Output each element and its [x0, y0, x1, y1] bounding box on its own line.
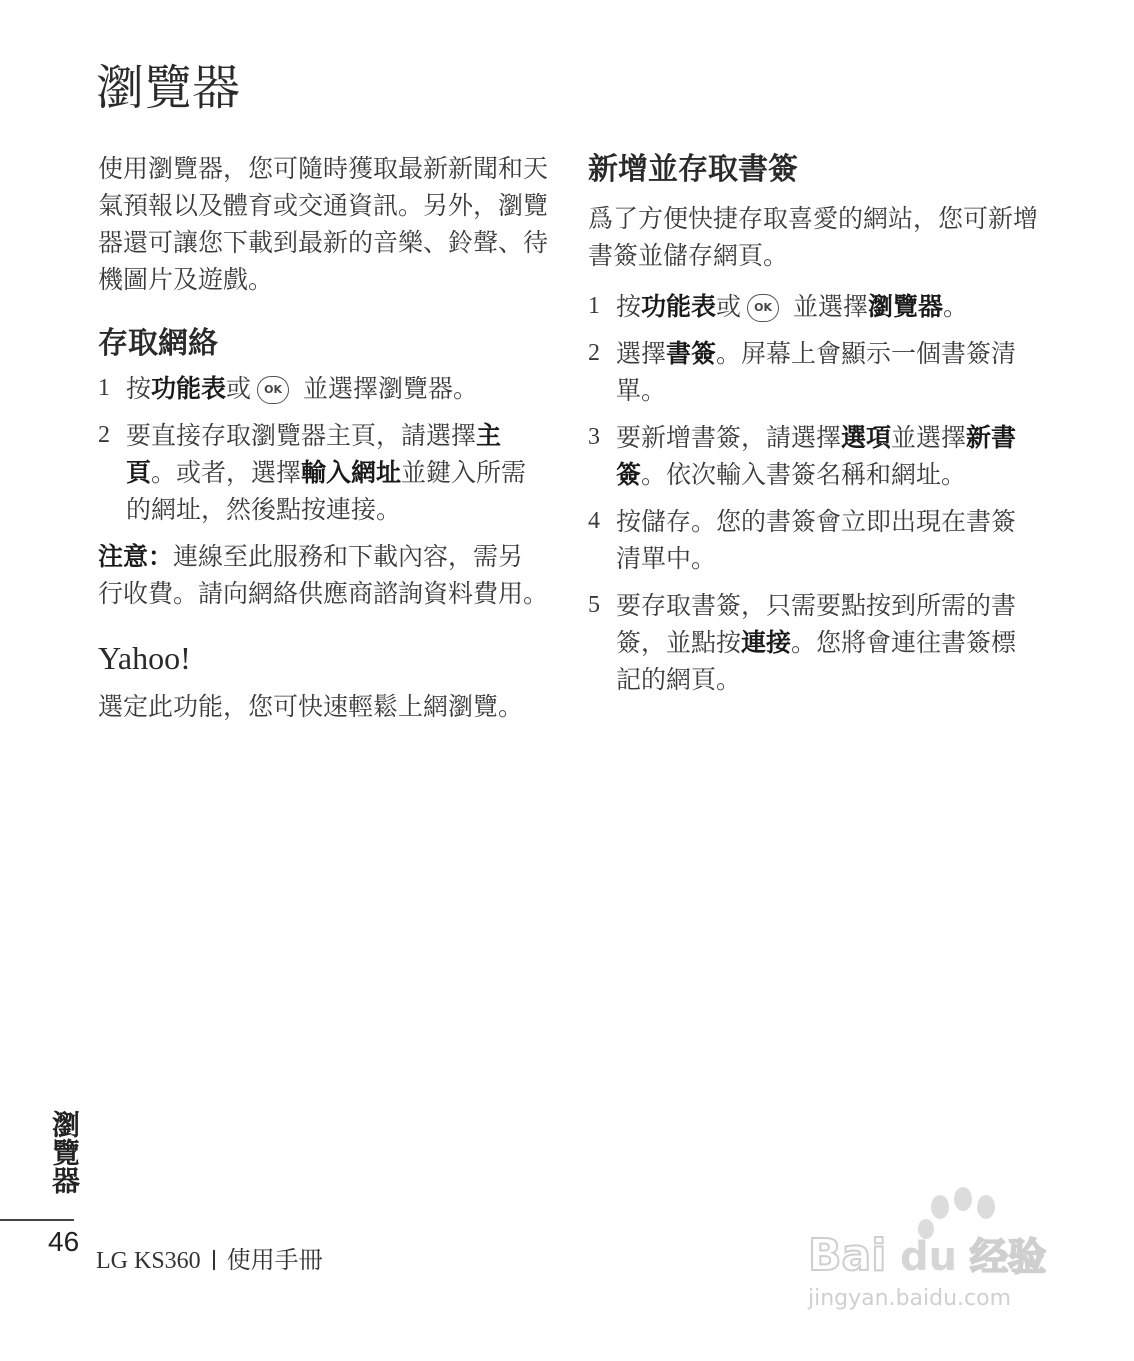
step-number: 2	[588, 340, 600, 366]
yahoo-paragraph: 選定此功能，您可快速輕鬆上網瀏覽。	[98, 692, 524, 721]
bookmarks-intro: 爲了方便快捷存取喜愛的網站，您可新增書簽並儲存網頁。	[588, 204, 1039, 270]
access-step-2: 2 要直接存取瀏覽器主頁，請選擇主頁。或者，選擇輸入網址並鍵入所需的網址，然後點按連接。	[98, 417, 548, 528]
yahoo-heading: Yahoo!	[98, 640, 191, 676]
watermark-brand: Bai	[808, 1230, 887, 1281]
access-web-heading: 存取網絡	[98, 326, 218, 361]
bookmark-step-3: 3 要新增書簽，請選擇選項並選擇新書簽。依次輸入書簽名稱和網址。	[588, 419, 1040, 493]
enter-url-keyword: 輸入網址	[301, 458, 402, 487]
manual-label: 使用手冊	[226, 1246, 323, 1274]
bookmark-step-1: 1 按功能表或 OK 並選擇瀏覽器。	[588, 288, 1040, 325]
side-section-label: 瀏覽器	[48, 1110, 81, 1194]
footer-title	[96, 1240, 323, 1275]
bookmarks-heading: 新增並存取書簽	[588, 152, 798, 187]
watermark-du: du	[900, 1234, 958, 1280]
bookmark-step-2: 2 選擇書簽。屏幕上會顯示一個書簽清單。	[588, 335, 1040, 409]
step-number: 5	[588, 592, 600, 618]
bookmark-step-5: 5 要存取書簽，只需要點按到所需的書簽，並點按連接。您將會連往書簽標記的網頁。	[588, 587, 1040, 698]
footer-divider	[0, 1219, 74, 1221]
watermark-url: jingyan.baidu.com	[808, 1286, 1012, 1311]
note-label: 注意：	[98, 542, 174, 571]
ok-key-icon: OK	[747, 294, 779, 322]
model-name: LG KS360	[96, 1248, 201, 1274]
watermark-jingyan: 经验	[970, 1235, 1047, 1279]
ok-key-icon: OK	[257, 376, 289, 404]
step-number: 4	[588, 508, 600, 534]
bookmark-step-4: 4 按儲存。您的書簽會立即出現在書簽清單中。	[588, 503, 1040, 577]
page-number: 46	[48, 1226, 80, 1257]
access-step-1: 1 按功能表或 OK 並選擇瀏覽器。	[98, 370, 548, 407]
right-column	[588, 150, 1040, 698]
step-number: 1	[588, 293, 600, 319]
intro-paragraph: 使用瀏覽器，您可隨時獲取最新新聞和天氣預報以及體育或交通資訊。另外，瀏覽器還可讓您下載到最新的音樂、鈴聲、待機圖片及遊戲。	[98, 154, 549, 294]
step-number: 1	[98, 375, 110, 401]
note-paragraph: 注意：連線至此服務和下載內容，需另行收費。請向網絡供應商諮詢資料費用。	[98, 542, 549, 608]
footer-separator	[213, 1250, 215, 1270]
page-title: 瀏覽器	[96, 60, 241, 116]
left-column	[98, 150, 548, 725]
step-number: 3	[588, 424, 600, 450]
step-number: 2	[98, 422, 110, 448]
baidu-watermark-logo	[800, 1185, 1070, 1320]
menu-keyword: 功能表	[151, 374, 227, 403]
homepage-keyword: 主頁	[126, 421, 502, 487]
